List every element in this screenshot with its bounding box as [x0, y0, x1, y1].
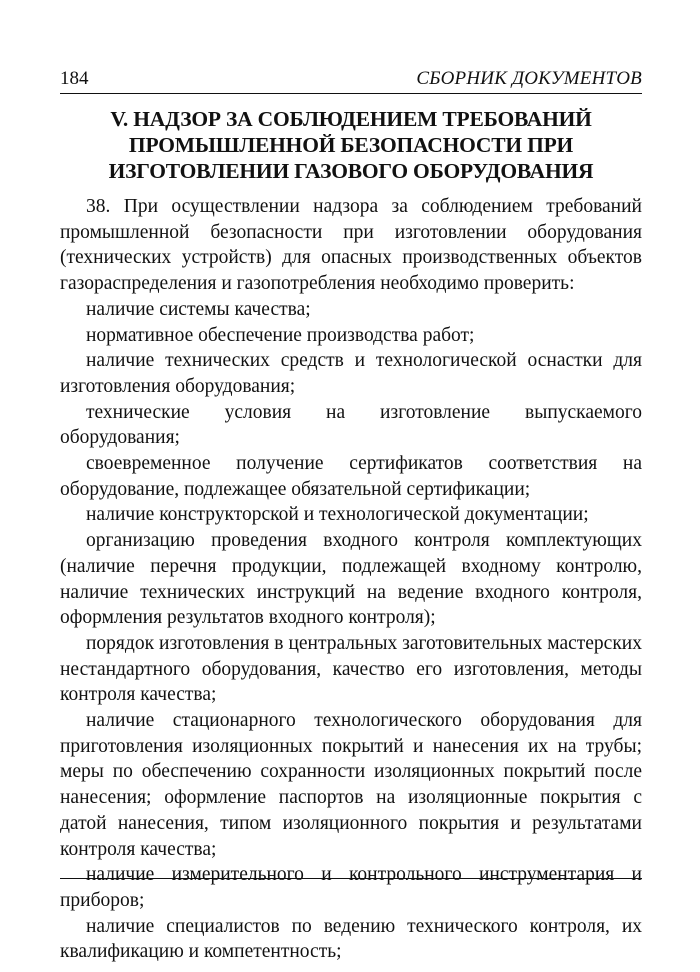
list-item: наличие конструкторской и технологической документации;	[86, 504, 589, 526]
list-item: организацию проведения входного контроля комплектующих (наличие перечня продукции, подлежащей входному контролю, наличие технических инструкций на ведение входного контроля, оформления результатов входного контроля);	[60, 530, 642, 629]
list-item: наличие специалистов по ведению технического контроля, их квалификацию и компетентность;	[60, 915, 642, 963]
bottom-rule	[60, 878, 642, 879]
chapter-title-line: ИЗГОТОВЛЕНИИ ГАЗОВОГО ОБОРУДОВАНИЯ	[108, 159, 594, 183]
running-title: СБОРНИК ДОКУМЕНТОВ	[416, 68, 642, 89]
paragraph-intro: 38. При осуществлении надзора за соблюдением требований промышленной безопасности при изготовлении оборудования (технических устройств) для опасных производственных объектов газораспределения и газопотребления необходимо проверить:	[60, 196, 642, 295]
chapter-title-line: V. НАДЗОР ЗА СОБЛЮДЕНИЕМ ТРЕБОВАНИЙ	[110, 107, 592, 131]
page-number: 184	[60, 68, 89, 89]
chapter-title	[60, 106, 642, 184]
document-page	[60, 68, 642, 965]
running-header	[60, 68, 642, 94]
list-item: своевременное получение сертификатов соответствия на оборудование, подлежащее обязательной сертификации;	[60, 453, 642, 500]
chapter-title-line: ПРОМЫШЛЕННОЙ БЕЗОПАСНОСТИ ПРИ	[128, 133, 574, 157]
list-item: технические условия на изготовление выпускаемого оборудования;	[60, 401, 642, 449]
list-item: порядок изготовления в центральных заготовительных мастерских нестандартного оборудования, качество его изготовления, методы контроля качества;	[60, 632, 642, 706]
list-item: наличие стационарного технологического оборудования для приготовления изоляционных покрытий и нанесения их на трубы; меры по обеспечению сохранности изоляционных покрытий после нанесения; оформление паспортов на изоляционные покрытия с датой нанесения, типом изоляционного покрытия и результатами контроля качества;	[60, 710, 642, 860]
list-item: наличие системы качества;	[86, 298, 311, 320]
list-item: наличие технических средств и технологической оснастки для изготовления оборудования;	[60, 350, 642, 397]
list-item: нормативное обеспечение производства работ;	[86, 324, 475, 346]
list-item: наличие измерительного и контрольного инструментария и приборов;	[60, 864, 642, 911]
body-text	[60, 194, 642, 965]
